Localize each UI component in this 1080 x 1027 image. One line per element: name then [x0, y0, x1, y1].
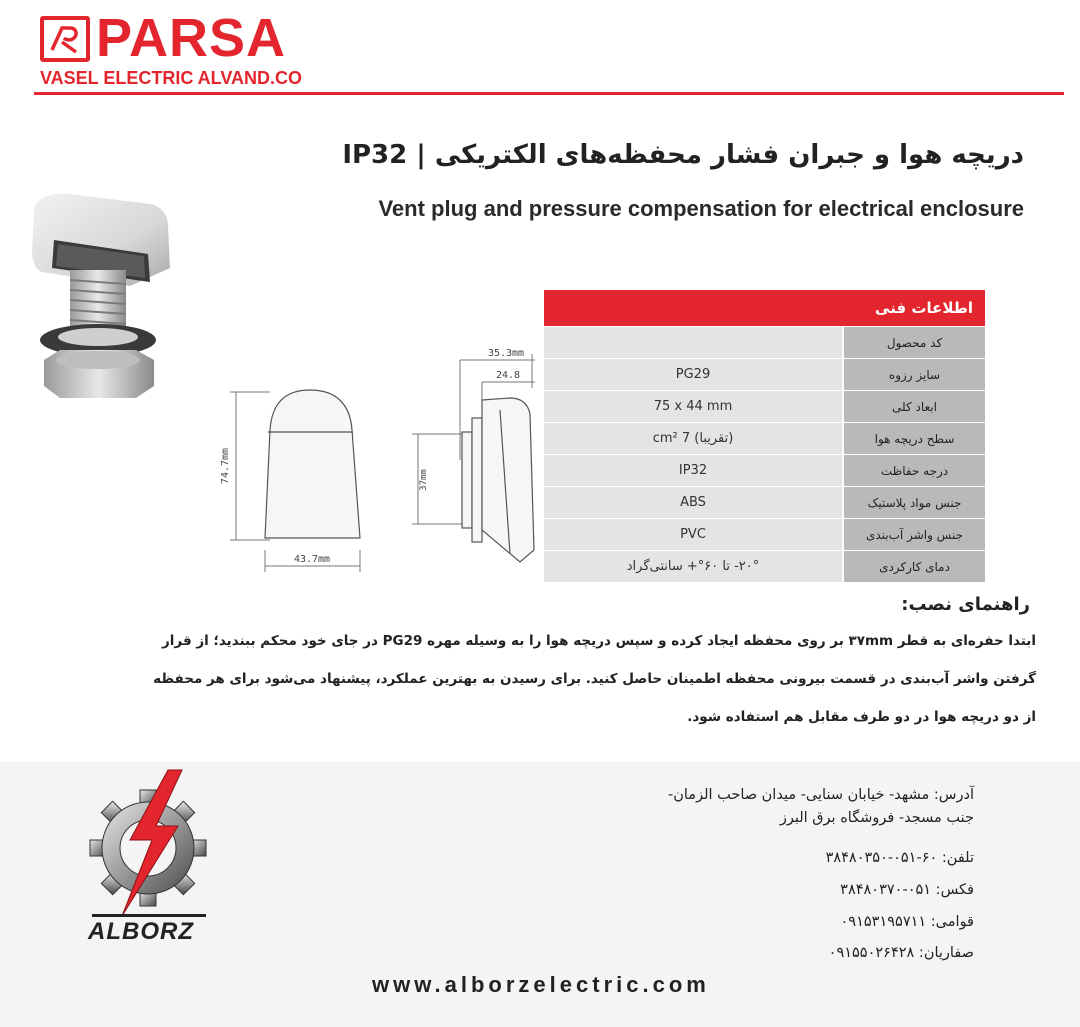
table-row [544, 391, 985, 422]
install-guide-text [26, 622, 1036, 736]
spec-value: ۲۰°- تا ۶۰°+ سانتی‌گراد [544, 551, 842, 582]
page-title-en: Vent plug and pressure compensation for electrical enclosure [378, 196, 1024, 221]
spec-key: درجه حفاظت [844, 455, 985, 486]
brand-subtitle: VASEL ELECTRIC ALVAND.CO [40, 68, 303, 88]
spec-key: سایز رزوه [844, 359, 985, 390]
alborz-logo-text: ALBORZ [88, 918, 194, 945]
spec-value: PG29 [544, 359, 842, 390]
spec-value: (تقریبا) 7 cm² [544, 423, 842, 454]
page-title-fa: دریچه هوا و جبران فشار محفظه‌های الکتریکی | IP32 [342, 140, 1024, 170]
alborz-gear-logo [86, 768, 210, 918]
dim-depth-body-label: 24.8 [495, 370, 521, 381]
table-row [544, 519, 985, 550]
brand-name: PARSA [96, 8, 287, 68]
spec-key: ابعاد کلی [844, 391, 985, 422]
dim-thread-label: 37mm [419, 469, 429, 491]
spec-key: سطح دریچه هوا [844, 423, 985, 454]
install-guide-title: راهنمای نصب: [901, 594, 1030, 615]
vent-plug-photo [30, 190, 170, 420]
spec-value [544, 327, 842, 358]
header-divider [34, 92, 1064, 95]
parsa-logo-icon [48, 24, 82, 54]
spec-value: 75 x 44 mm [544, 391, 842, 422]
spec-table [544, 290, 985, 582]
table-row [544, 327, 985, 358]
table-row [544, 487, 985, 518]
spec-key: دمای کارکردی [844, 551, 985, 582]
alborz-logo-bar [92, 914, 206, 917]
parsa-logo-mark [40, 16, 90, 62]
guide-line: ابتدا حفره‌ای به قطر ۳۷mm بر روی محفظه ایجاد کرده و سپس دریچه هوا را به وسیله مهره PG29 در جای خود محکم ببندید؛ از قرار [162, 633, 1036, 649]
website-url: www.alborzelectric.com [372, 972, 710, 997]
contact-ghavami: قوامی: ۰۹۱۵۳۱۹۵۷۱۱ [840, 914, 974, 930]
contact-saffarian: صفاریان: ۰۹۱۵۵۰۲۶۴۲۸ [828, 945, 974, 961]
spec-value: IP32 [544, 455, 842, 486]
table-row [544, 551, 985, 582]
guide-line: از دو دریچه هوا در دو طرف مقابل هم استفاده شود. [687, 709, 1036, 725]
address-line: جنب مسجد- فروشگاه برق البرز [779, 810, 974, 826]
table-row [544, 423, 985, 454]
technical-drawing [210, 340, 540, 580]
spec-table-heading: اطلاعات فنی [544, 290, 985, 326]
phone-number: تلفن: ۶۰-۰۵۱-۳۸۴۸۰۳۵۰ [825, 850, 974, 866]
spec-key: جنس مواد پلاستیک [844, 487, 985, 518]
spec-key: کد محصول [844, 327, 985, 358]
address-line: آدرس: مشهد- خیابان سنایی- میدان صاحب الزمان- [668, 787, 974, 803]
spec-value: ABS [544, 487, 842, 518]
spec-value: PVC [544, 519, 842, 550]
table-row [544, 359, 985, 390]
dim-height-label: 74.7mm [220, 447, 231, 485]
guide-line: گرفتن واشر آب‌بندی در قسمت بیرونی محفظه اطمینان حاصل کنید. برای رسیدن به بهترین عملکرد، پیشنهاد می‌شود برای هر محفظه [153, 671, 1036, 687]
fax-number: فکس: ۰۵۱-۳۸۴۸۰۳۷۰ [840, 882, 974, 898]
spec-key: جنس واشر آب‌بندی [844, 519, 985, 550]
dim-width-label: 43.7mm [293, 554, 331, 565]
address [514, 784, 974, 830]
dim-depth-total-label: 35.3mm [487, 348, 525, 359]
table-row [544, 455, 985, 486]
